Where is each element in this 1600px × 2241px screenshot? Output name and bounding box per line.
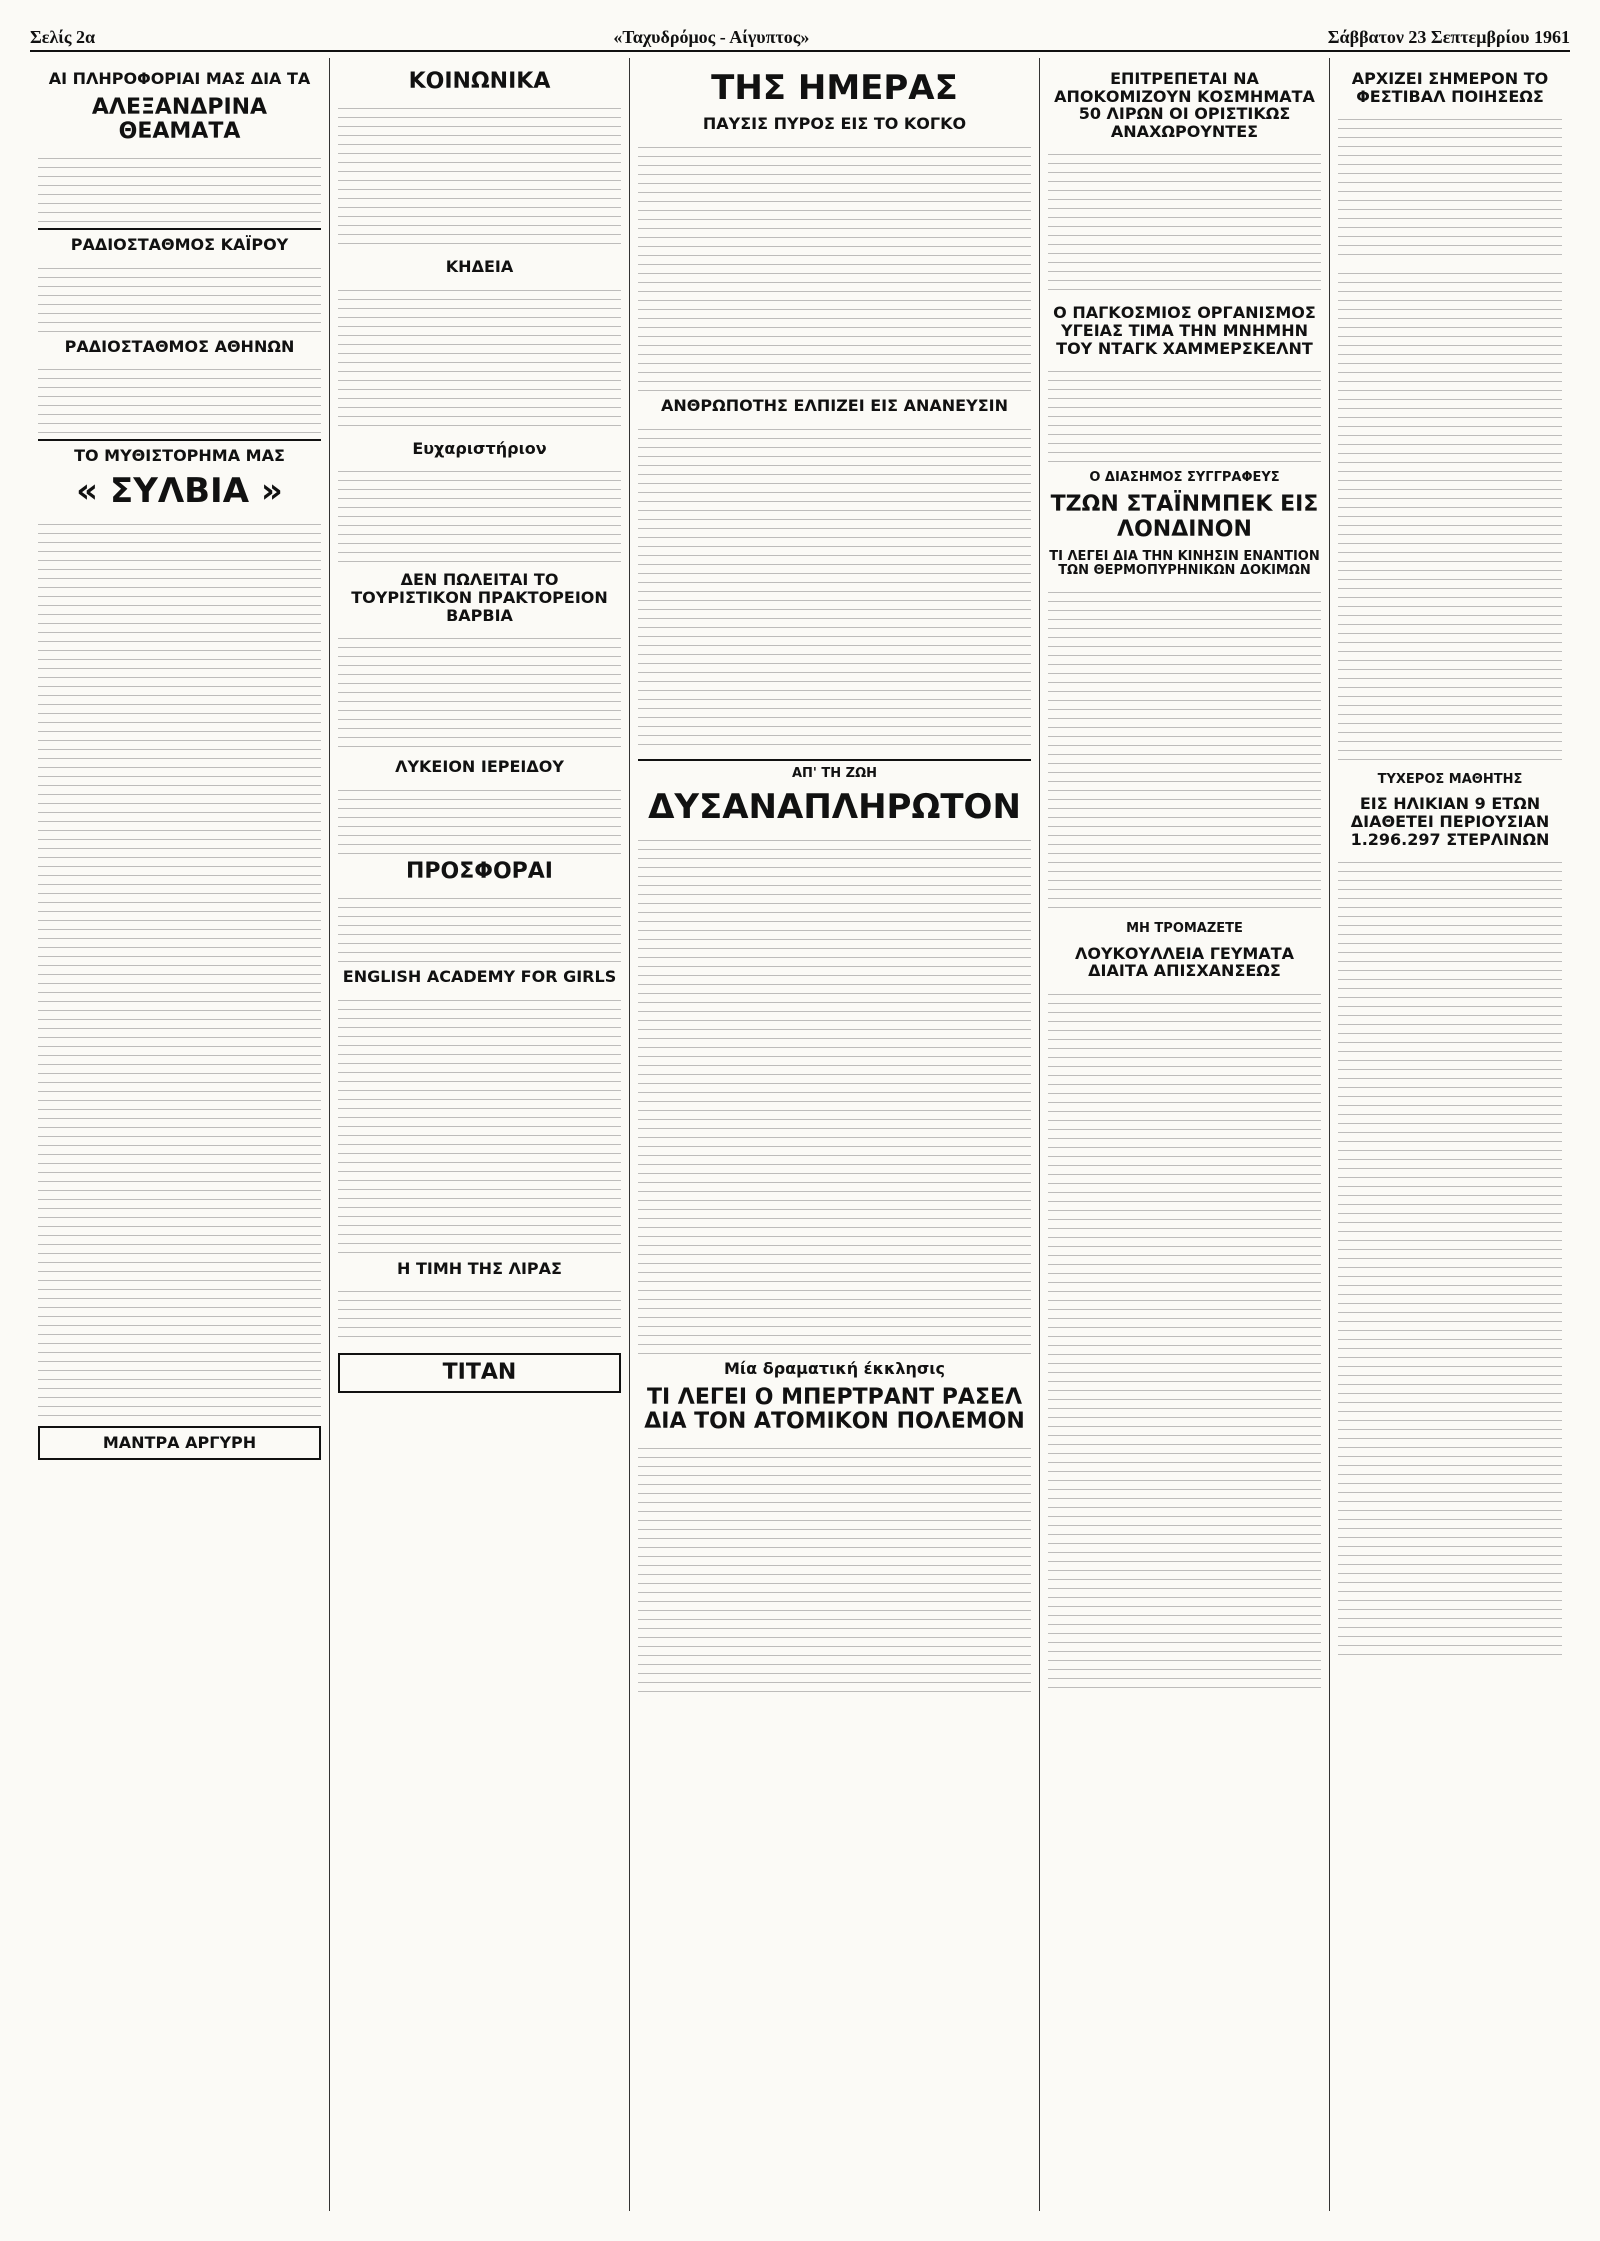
headline: « ΣΥΛΒΙΑ »: [76, 470, 283, 511]
divider: [38, 439, 321, 441]
column-4: [1040, 58, 1330, 2211]
headline: ΤΥΧΕΡΟΣ ΜΑΘΗΤΗΣ: [1377, 772, 1523, 788]
column-1: [30, 58, 330, 2211]
divider: [638, 759, 1031, 761]
headline: ΕΠΙΤΡΕΠΕΤΑΙ ΝΑ ΑΠΟΚΟΜΙΖΟΥΝ ΚΟΣΜΗΜΑΤΑ 50 ΛΙΡΩΝ ΟΙ ΟΡΙΣΤΙΚΩΣ ΑΝΑΧΩΡΟΥΝΤΕΣ: [1054, 69, 1315, 141]
column-3: [630, 58, 1040, 2211]
article-text: [1338, 856, 1562, 1656]
article-text: [338, 1285, 621, 1345]
column-5: [1330, 58, 1570, 2211]
headline: Ο ΠΑΓΚΟΣΜΙΟΣ ΟΡΓΑΝΙΣΜΟΣ ΥΓΕΙΑΣ ΤΙΜΑ ΤΗΝ ΜΝΗΜΗΝ ΤΟΥ ΝΤΑΓΚ ΧΑΜΜΕΡΣΚΕΛΝΤ: [1053, 303, 1316, 358]
article-text: [338, 102, 621, 252]
article-text: [1048, 988, 1321, 1688]
headline: ΛΥΚΕΙΟΝ ΙΕΡΕΙΔΟΥ: [395, 757, 564, 777]
article-text: [338, 284, 621, 434]
article-text: [338, 632, 621, 752]
headline: ΕΙΣ ΗΛΙΚΙΑΝ 9 ΕΤΩΝ ΔΙΑΘΕΤΕΙ ΠΕΡΙΟΥΣΙΑΝ 1.296.297 ΣΤΕΡΛΙΝΩΝ: [1350, 794, 1550, 849]
advertisement: ΜΑΝΤΡΑ ΑΡΓΥΡΗ: [38, 1426, 321, 1460]
headline: Μία δραματική έκκλησις: [723, 1359, 946, 1379]
headline: ΜΗ ΤΡΟΜΑΖΕΤΕ: [1126, 921, 1243, 937]
page-number: Σελίς 2α: [30, 26, 96, 47]
article-text: [638, 141, 1031, 391]
article-text: [1338, 113, 1562, 263]
newspaper-name: «Ταχυδρόμος - Αίγυπτος»: [613, 26, 810, 47]
headline: ΤΗΣ ΗΜΕΡΑΣ: [711, 68, 958, 108]
article-text: [1048, 148, 1321, 298]
headline: ΔΕΝ ΠΩΛΕΙΤΑΙ ΤΟ ΤΟΥΡΙΣΤΙΚΟΝ ΠΡΑΚΤΟΡΕΙΟΝ ΒΑΡΒΙΑ: [351, 570, 608, 625]
headline: Η ΤΙΜΗ ΤΗΣ ΛΙΡΑΣ: [397, 1258, 562, 1278]
headline: ΑΙ ΠΛΗΡΟΦΟΡΙΑΙ ΜΑΣ ΔΙΑ ΤΑ: [48, 69, 311, 88]
headline: ΡΑΔΙΟΣΤΑΘΜΟΣ ΑΘΗΝΩΝ: [64, 336, 295, 356]
headline: ΠΡΟΣΦΟΡΑΙ: [405, 858, 553, 884]
article-text: [638, 423, 1031, 753]
article-text: [338, 465, 621, 565]
column-2: [330, 58, 630, 2211]
article-text: [38, 152, 321, 222]
article-text: [638, 834, 1031, 1354]
article-text: [338, 994, 621, 1254]
headline: Ευχαριστήριον: [412, 438, 547, 458]
headline: ΚΟΙΝΩΝΙΚΑ: [408, 69, 551, 94]
headline: ENGLISH ACADEMY FOR GIRLS: [342, 966, 617, 986]
headline: ΤΖΩΝ ΣΤΑΪΝΜΠΕΚ ΕΙΣ ΛΟΝΔΙΝΟΝ: [1050, 492, 1319, 542]
divider: [38, 228, 321, 230]
article-text: [338, 892, 621, 962]
headline: ΚΗΔΕΙΑ: [445, 257, 514, 277]
article-text: [38, 518, 321, 1418]
headline: ΤΙ ΛΕΓΕΙ ΔΙΑ ΤΗΝ ΚΙΝΗΣΙΝ ΕΝΑΝΤΙΟΝ ΤΩΝ ΘΕΡΜΟΠΥΡΗΝΙΚΩΝ ΔΟΚΙΜΩΝ: [1049, 548, 1320, 579]
issue-date: Σάββατον 23 Σεπτεμβρίου 1961: [1327, 26, 1570, 47]
page-columns: [30, 58, 1570, 2211]
headline: ΠΑΥΣΙΣ ΠΥΡΟΣ ΕΙΣ ΤΟ ΚΟΓΚΟ: [702, 114, 967, 134]
masthead: [30, 24, 1570, 52]
headline: ΤΟ ΜΥΘΙΣΤΟΡΗΜΑ ΜΑΣ: [74, 446, 285, 466]
article-text: [38, 363, 321, 433]
headline: ΡΑΔΙΟΣΤΑΘΜΟΣ ΚΑΪΡΟΥ: [70, 234, 289, 254]
headline: ΤΙ ΛΕΓΕΙ Ο ΜΠΕΡΤΡΑΝΤ ΡΑΣΕΛ ΔΙΑ ΤΟΝ ΑΤΟΜΙΚΟΝ ΠΟΛΕΜΟΝ: [644, 1384, 1025, 1435]
headline: ΑΡΧΙΖΕΙ ΣΗΜΕΡΟΝ ΤΟ ΦΕΣΤΙΒΑΛ ΠΟΙΗΣΕΩΣ: [1351, 69, 1549, 106]
headline: ΑΛΕΞΑΝΔΡΙΝΑ ΘΕΑΜΑΤΑ: [91, 94, 268, 144]
headline: ΑΠ' ΤΗ ΖΩΗ: [791, 765, 878, 781]
headline: Ο ΔΙΑΣΗΜΟΣ ΣΥΓΓΡΑΦΕΥΣ: [1089, 470, 1280, 486]
headline: ΛΟΥΚΟΥΛΛΕΙΑ ΓΕΥΜΑΤΑ ΔΙΑΙΤΑ ΑΠΙΣΧΑΝΣΕΩΣ: [1074, 943, 1295, 981]
headline: ΔΥΣΑΝΑΠΛΗΡΩΤΟΝ: [648, 786, 1021, 827]
article-text: [338, 784, 621, 854]
advertisement: ΤΙΤΑΝ: [338, 1353, 621, 1393]
article-text: [638, 1442, 1031, 1692]
article-text: [1048, 586, 1321, 916]
article-text: [1048, 365, 1321, 465]
article-text: [38, 262, 321, 332]
article-text: [1338, 267, 1562, 767]
headline: ΑΝΘΡΩΠΟΤΗΣ ΕΛΠΙΖΕΙ ΕΙΣ ΑΝΑΝΕΥΣΙΝ: [661, 395, 1008, 415]
